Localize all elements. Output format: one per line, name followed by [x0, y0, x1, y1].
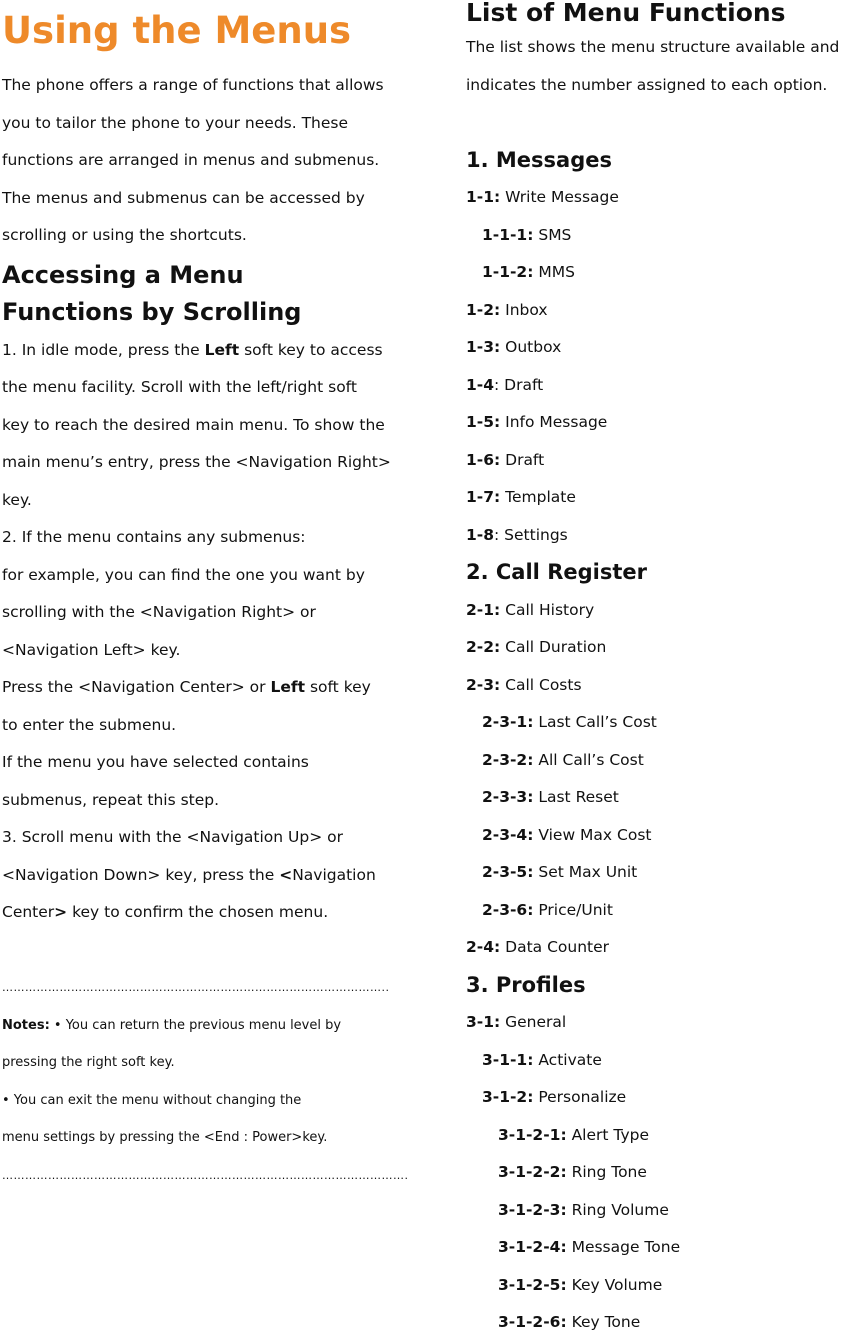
item-label: Call Duration [500, 638, 607, 656]
intro-line: functions are arranged in menus and submenus. [2, 151, 380, 169]
item-label: Write Message [500, 188, 619, 206]
item-code: 1-7: [466, 488, 501, 506]
item-code: 1-1-1: [482, 225, 534, 244]
item-label: Template [500, 488, 576, 506]
item-code: 2-3: [466, 675, 501, 694]
menu-item [466, 704, 866, 742]
step-1-line [2, 332, 422, 370]
item-label: Info Message [500, 413, 608, 431]
section-messages: 1. Messages [466, 147, 612, 172]
step-2-line: submenus, repeat this step. [2, 790, 220, 809]
item-code: 1-6: [466, 450, 501, 469]
left-column [2, 0, 422, 1194]
menu-item [466, 854, 866, 892]
step-2-line: scrolling with the <Navigation Right> or [2, 603, 316, 621]
item-label: : Settings [494, 525, 568, 544]
item-code: 2-1: [466, 600, 501, 619]
bold-text: Left [204, 340, 240, 359]
step-3-line [2, 857, 422, 895]
list-intro-line: indicates the number assigned to each option. [466, 75, 828, 94]
menu-item [466, 517, 866, 555]
item-code: 3-1-2-2: [498, 1163, 567, 1181]
menu-item [466, 329, 866, 367]
dotted-divider: ……………………………………………………………………………………………. [2, 1168, 409, 1182]
item-code: 1-8 [466, 525, 495, 544]
menu-item [466, 217, 866, 255]
page-title: Using the Menus [2, 9, 352, 52]
item-label: Inbox [500, 300, 548, 319]
item-label: Data Counter [500, 938, 610, 956]
menu-item [466, 667, 866, 705]
item-label: Outbox [500, 338, 562, 356]
menu-item [466, 367, 866, 405]
text: <Navigation Down> key, press the [2, 865, 280, 884]
spacer [2, 932, 422, 970]
item-code: 3-1-2: [482, 1088, 534, 1106]
notes-line [2, 1007, 422, 1045]
menu-item [466, 292, 866, 330]
item-label: Draft [500, 450, 545, 469]
menu-item [466, 1267, 866, 1305]
item-label: General [500, 1013, 567, 1031]
step-2-line: to enter the submenu. [2, 715, 177, 734]
text: Press the <Navigation Center> or [2, 678, 271, 696]
bold-text: > [54, 903, 68, 921]
item-label: View Max Cost [533, 825, 652, 844]
step-1-line: key to reach the desired main menu. To show the [2, 415, 385, 434]
item-code: 1-1: [466, 188, 501, 206]
item-code: 1-3: [466, 338, 501, 356]
bold-text: < [279, 865, 293, 884]
item-label: : Draft [494, 375, 544, 394]
intro-line: you to tailor the phone to your needs. These [2, 113, 349, 132]
item-label: Set Max Unit [533, 863, 638, 881]
item-code: 2-3-3: [482, 788, 534, 806]
item-code: 1-5: [466, 413, 501, 431]
item-label: Activate [533, 1050, 602, 1069]
section-heading [2, 257, 422, 332]
menu-item [466, 629, 866, 667]
text: key to confirm the chosen menu. [67, 903, 329, 921]
step-2-line: <Navigation Left> key. [2, 640, 181, 659]
item-label: Price/Unit [533, 900, 613, 919]
item-label: Key Volume [566, 1275, 663, 1294]
item-label: All Call’s Cost [533, 750, 644, 769]
menu-item [466, 1154, 866, 1192]
menu-item [466, 254, 866, 292]
intro-line: scrolling or using the shortcuts. [2, 226, 247, 244]
item-label: Message Tone [566, 1238, 681, 1256]
step-3-line [2, 894, 422, 932]
bold-text: Left [270, 678, 306, 696]
menu-item [466, 929, 866, 967]
menu-item [466, 442, 866, 480]
item-code: 3-1: [466, 1013, 501, 1031]
menu-item [466, 1042, 866, 1080]
item-label: MMS [533, 263, 575, 281]
item-code: 3-1-1: [482, 1050, 534, 1069]
menu-item [466, 592, 866, 630]
menu-item [466, 404, 866, 442]
item-code: 2-2: [466, 638, 501, 656]
right-column [466, 0, 866, 1342]
spacer [466, 104, 866, 142]
section-call-register: 2. Call Register [466, 560, 647, 584]
text: Center [2, 903, 55, 921]
item-code: 1-1-2: [482, 263, 534, 281]
item-label: Ring Tone [566, 1163, 647, 1181]
item-label: Call Costs [500, 675, 582, 694]
item-code: 1-4 [466, 375, 495, 394]
item-label: Call History [500, 600, 595, 619]
item-code: 2-3-6: [482, 900, 534, 919]
item-label: Alert Type [566, 1125, 649, 1144]
menu-item [466, 1079, 866, 1117]
item-code: 2-3-4: [482, 825, 534, 844]
menu-item [466, 1304, 866, 1342]
step-1-line: the menu facility. Scroll with the left/right soft [2, 378, 357, 396]
notes-line: menu settings by pressing the <End : Power>key. [2, 1130, 328, 1145]
menu-item [466, 742, 866, 780]
step-2-line [2, 669, 422, 707]
item-code: 3-1-2-5: [498, 1275, 567, 1294]
item-code: 2-3-1: [482, 713, 534, 731]
step-2-line: 2. If the menu contains any submenus: [2, 528, 306, 546]
list-intro-line: The list shows the menu structure available and [466, 38, 840, 56]
item-label: SMS [533, 225, 572, 244]
item-code: 3-1-2-1: [498, 1125, 567, 1144]
item-label: Ring Volume [566, 1200, 669, 1219]
step-1-line: key. [2, 490, 32, 509]
dotted-divider: ……………………………………………………………………………………….. [2, 981, 390, 994]
menu-item [466, 817, 866, 855]
text: soft key to access [239, 340, 383, 359]
text: soft key [305, 678, 371, 696]
item-code: 2-4: [466, 938, 501, 956]
menu-item [466, 179, 866, 217]
item-code: 1-2: [466, 300, 501, 319]
section-heading-line: Functions by Scrolling [2, 298, 302, 326]
notes-line: pressing the right soft key. [2, 1055, 175, 1070]
menu-item [466, 1192, 866, 1230]
step-2-line: If the menu you have selected contains [2, 753, 309, 771]
step-2-line: for example, you can find the one you want by [2, 565, 365, 584]
item-label: Key Tone [566, 1313, 641, 1331]
item-code: 3-1-2-4: [498, 1238, 567, 1256]
text: 1. In idle mode, press the [2, 340, 205, 359]
menu-item [466, 892, 866, 930]
text: Navigation [292, 865, 376, 884]
notes-label: Notes: [2, 1017, 50, 1033]
item-code: 2-3-2: [482, 750, 534, 769]
item-code: 2-3-5: [482, 863, 534, 881]
item-label: Last Call’s Cost [533, 713, 657, 731]
item-label: Personalize [533, 1088, 627, 1106]
menu-item [466, 479, 866, 517]
list-title: List of Menu Functions [466, 0, 786, 27]
menu-item [466, 1117, 866, 1155]
step-1-line: main menu’s entry, press the <Navigation Right> [2, 453, 391, 471]
menu-item [466, 779, 866, 817]
menu-item [466, 1229, 866, 1267]
section-heading-line: Accessing a Menu [2, 260, 244, 289]
intro-line: The phone offers a range of functions that allows [2, 76, 384, 94]
text: • You can return the previous menu level by [49, 1017, 342, 1033]
notes-line: • You can exit the menu without changing the [2, 1092, 302, 1108]
item-code: 3-1-2-3: [498, 1200, 567, 1219]
step-3-line: 3. Scroll menu with the <Navigation Up> or [2, 828, 343, 846]
item-label: Last Reset [533, 788, 619, 806]
intro-line: The menus and submenus can be accessed by [2, 188, 365, 207]
menu-item [466, 1004, 866, 1042]
item-code: 3-1-2-6: [498, 1313, 567, 1331]
section-profiles: 3. Profiles [466, 972, 586, 997]
